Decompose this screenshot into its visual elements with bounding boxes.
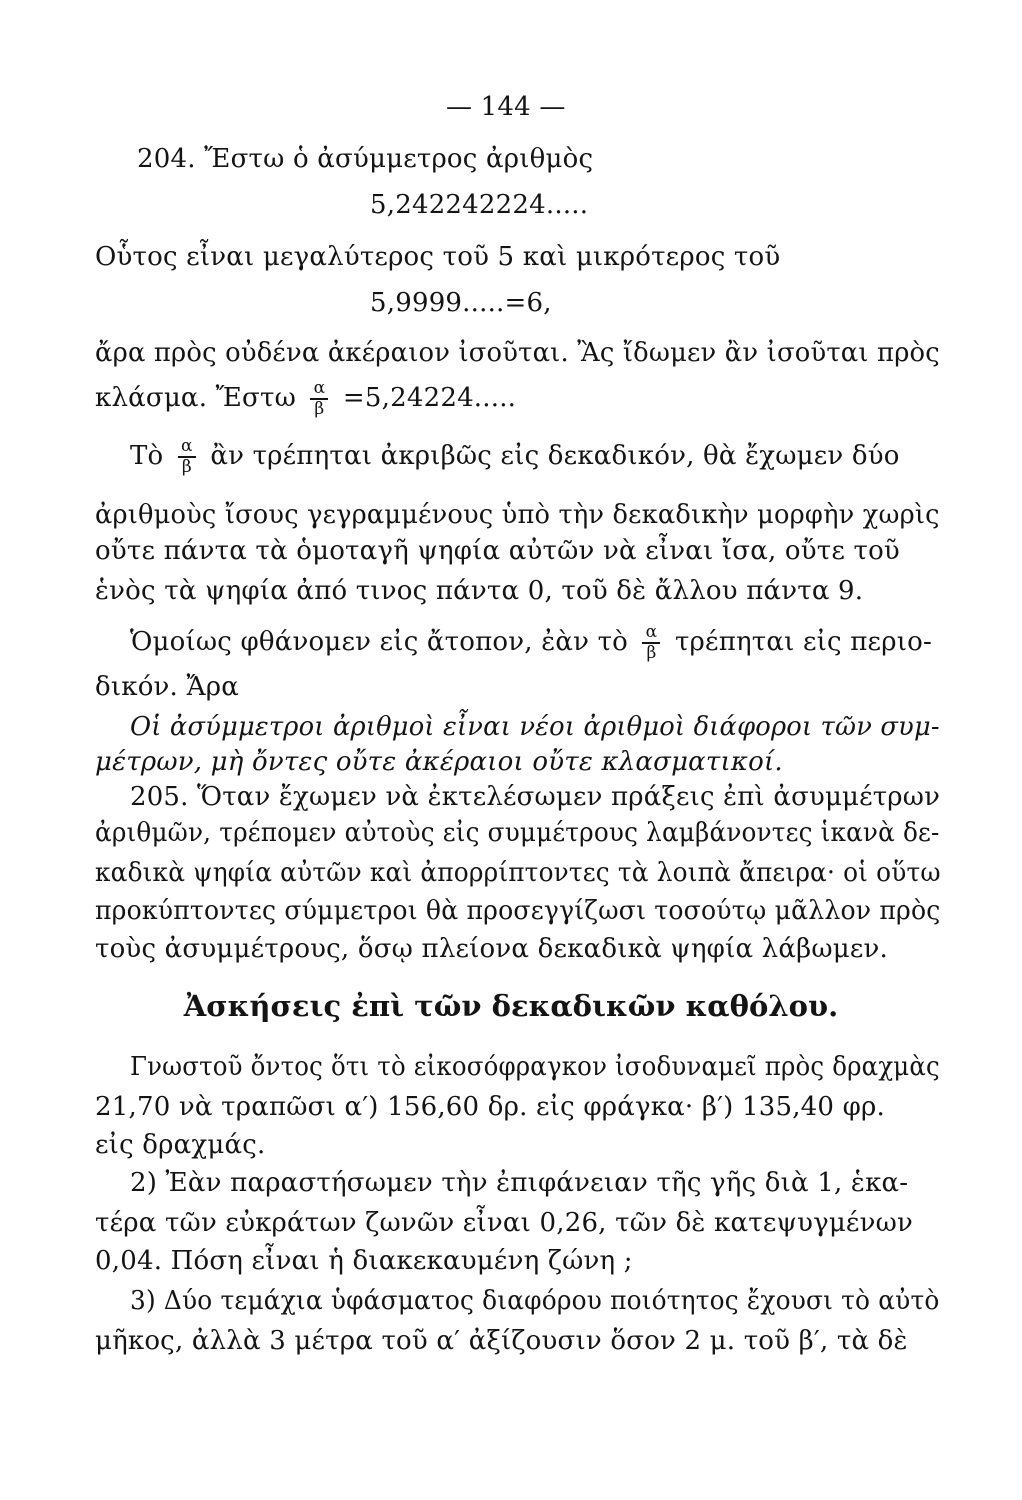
fraction-denominator: β [181,457,192,477]
section-204-line-12: δικόν. Ἄρα [95,672,240,702]
section-204-line-9: οὔτε πάντα τὰ ὁμοταγῆ ψηφία αὐτῶν νὰ εἶναι ἴσα, οὔτε τοῦ [95,536,900,566]
fraction-denominator: β [314,399,325,419]
line-11-start: Ὁμοίως φθάνομεν εἰς ἄτοπον, ἐὰν τὸ [130,627,629,657]
exercise-1-line-2: 21,70 νὰ τραπῶσι α′) 156,60 δρ. εἰς φράγκα· β′) 135,40 φρ. [95,1092,885,1122]
section-204-line-3: Οὗτος εἶναι μεγαλύτερος τοῦ 5 καὶ μικρότερος τοῦ [95,242,781,272]
section-204-line-1: 204. Ἔστω ὁ ἀσύμμετρος ἀριθμὸς [137,144,594,174]
page-number: — 144 — [446,92,566,122]
line-6-start: κλάσμα. Ἔστω [95,383,296,413]
section-204-line-6 [95,380,516,418]
section-204-line-11 [130,624,932,662]
line-11-end: τρέπηται εἰς περιο- [674,627,932,657]
exercise-2-line-3: 0,04. Πόση εἶναι ἡ διακεκαυμένη ζώνη ; [95,1246,633,1276]
exercise-1-line-3: εἰς δραχμάς. [95,1130,266,1160]
line-6-end: =5,24224..... [342,383,517,413]
fraction-numerator: α [313,378,326,398]
fraction-numerator: α [181,436,193,456]
exercise-3-line-1: 3) Δύο τεμάχια ὑφάσματος διαφόρου ποιότητος ἔχουσι τὸ αὐτὸ [130,1286,940,1316]
fraction-denominator: β [646,643,657,663]
theorem-line-1: Οἱ ἀσύμμετροι ἀριθμοὶ εἶναι νέοι ἀριθμοὶ διάφοροι τῶν συμ- [130,712,940,742]
theorem-line-2: μέτρων, μὴ ὄντες οὔτε ἀκέραιοι οὔτε κλασματικοί. [95,747,783,777]
section-205-line-5: τοὺς ἀσυμμέτρους, ὅσῳ πλείονα δεκαδικὰ ψηφία λάβωμεν. [95,934,888,964]
section-205-line-4: προκύπτοντες σύμμετροι θὰ προσεγγίζωσι τοσούτῳ μᾶλλον πρὸς [95,896,941,926]
fraction-a-over-b [310,380,328,418]
section-204-line-10: ἑνὸς τὰ ψηφία ἀπό τινος πάντα 0, τοῦ δὲ ἄλλου πάντα 9. [95,576,864,606]
section-205-line-1: 205. Ὅταν ἔχωμεν νὰ ἐκτελέσωμεν πράξεις ἐπὶ ἀσυμμέτρων [130,782,941,812]
line-7-end: ἂν τρέπηται ἀκριβῶς εἰς δεκαδικόν, θὰ ἔχωμεν δύο [210,441,900,471]
exercise-2-line-1: 2) Ἐὰν παραστήσωμεν τὴν ἐπιφάνειαν τῆς γῆς διὰ 1, ἑκα- [130,1168,909,1198]
section-204-number-display: 5,242242224..... [370,190,589,220]
fraction-a-over-b [178,438,196,476]
section-205-line-3: καδικὰ ψηφία αὐτῶν καὶ ἀπορρίπτοντες τὰ λοιπὰ ἄπειρα· οἱ οὕτω [95,858,941,888]
fraction-a-over-b [642,624,660,662]
section-204-limit-display: 5,9999.....=6, [370,288,552,318]
exercise-1-line-1: Γνωστοῦ ὄντος ὅτι τὸ εἰκοσόφραγκον ἰσοδυναμεῖ πρὸς δραχμὰς [130,1052,940,1082]
line-7-start: Τὸ [130,441,164,471]
exercise-2-line-2: τέρα τῶν εὐκράτων ζωνῶν εἶναι 0,26, τῶν δὲ κατεψυγμένων [95,1208,914,1238]
exercise-3-line-2: μῆκος, ἀλλὰ 3 μέτρα τοῦ α′ ἀξίζουσιν ὅσον 2 μ. τοῦ β′, τὰ δὲ [95,1326,908,1356]
fraction-numerator: α [645,622,658,642]
exercises-heading: Ἀσκήσεις ἐπὶ τῶν δεκαδικῶν καθόλου. [183,989,839,1023]
section-204-line-8: ἀριθμοὺς ἴσους γεγραμμένους ὑπὸ τὴν δεκαδικὴν μορφὴν χωρὶς [95,500,940,530]
section-204-line-5: ἄρα πρὸς οὐδένα ἀκέραιον ἰσοῦται. Ἂς ἴδωμεν ἂν ἰσοῦται πρὸς [95,338,940,368]
section-204-line-7 [130,438,900,476]
section-205-line-2: ἀριθμῶν, τρέπομεν αὐτοὺς εἰς συμμέτρους λαμβάνοντες ἱκανὰ δε- [95,818,940,848]
